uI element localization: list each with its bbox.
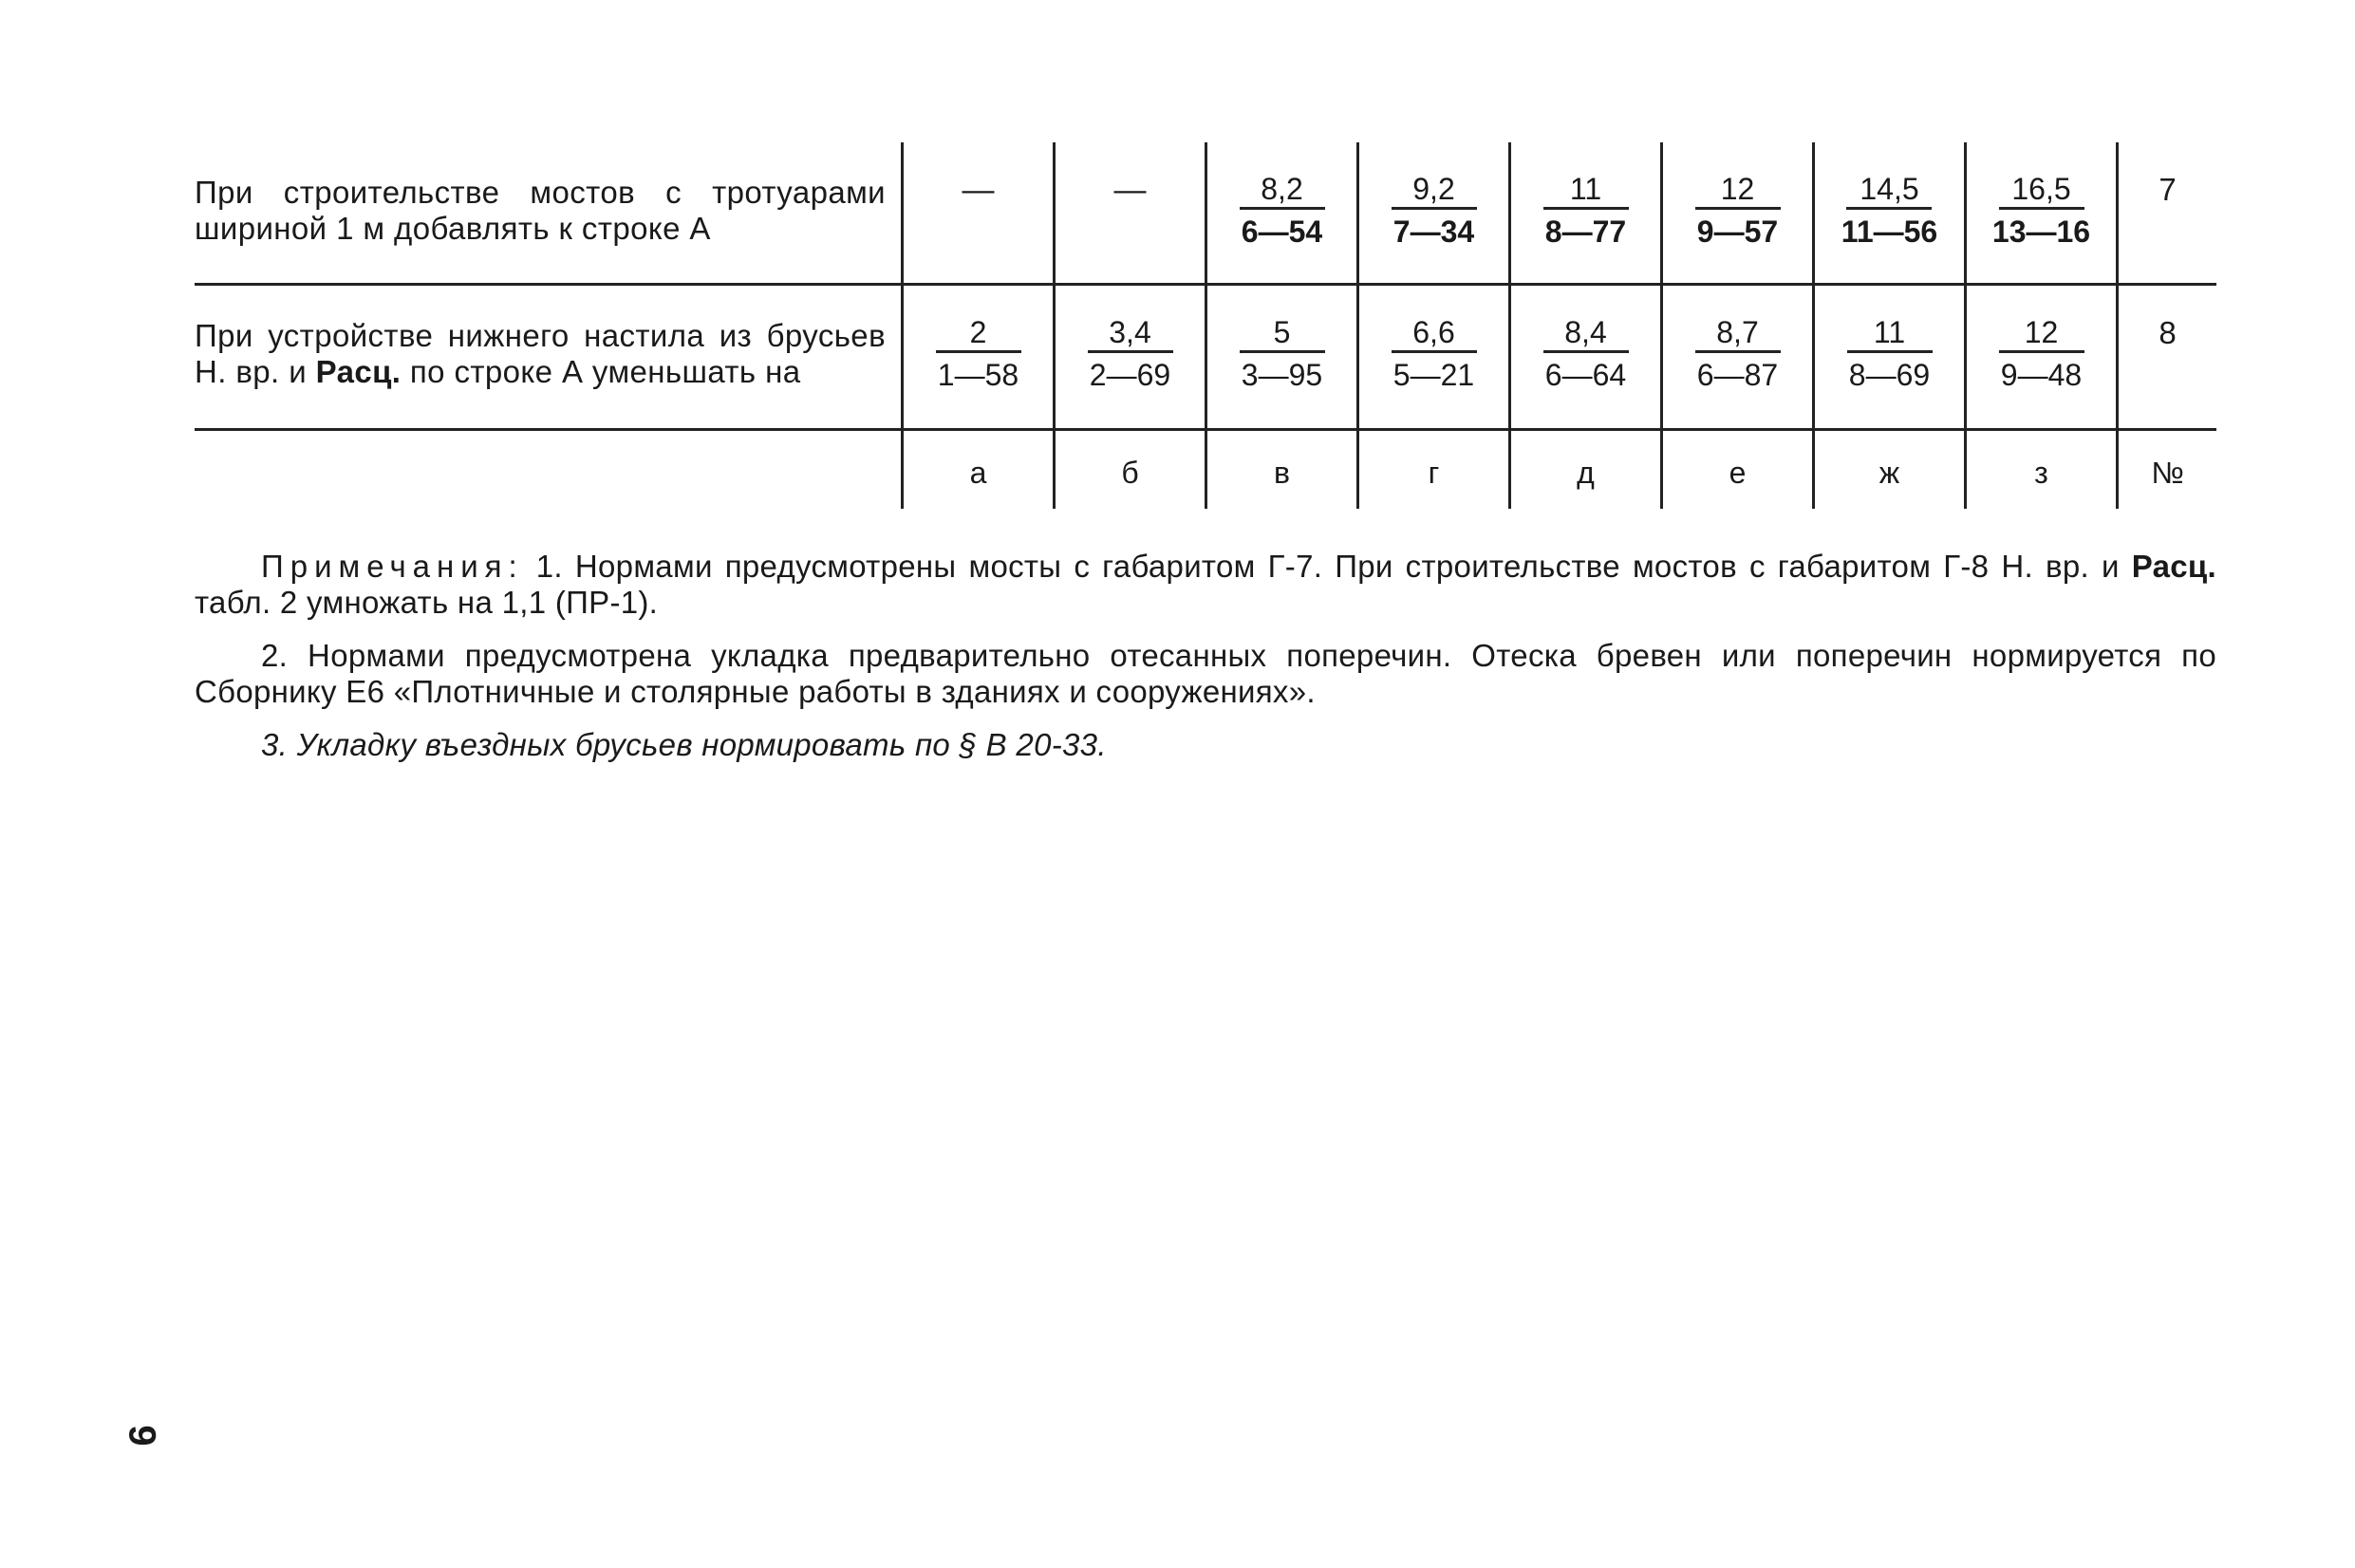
- row-number-cell: [2116, 142, 2216, 283]
- row-label-text: При строительстве мостов с тротуарами шириной 1 м добавлять к строке А: [195, 175, 886, 246]
- column-key-cell: [1053, 431, 1205, 509]
- row-number: 8: [2159, 315, 2177, 350]
- rate: 11—56: [1841, 215, 1938, 249]
- rate: 13—16: [1991, 215, 2091, 249]
- norm-time: 5: [1240, 316, 1325, 353]
- column-key: б: [1121, 456, 1139, 490]
- row-number: 7: [2159, 172, 2177, 207]
- fraction: [1695, 173, 1781, 248]
- column-key: з: [2034, 456, 2048, 490]
- norm-time: 11: [1847, 316, 1933, 353]
- table-row: [195, 286, 2216, 431]
- fraction: [1999, 316, 2084, 391]
- note-1-bold: Расц.: [2131, 549, 2216, 584]
- number-header-cell: [2116, 431, 2216, 509]
- rate: 6—87: [1696, 358, 1779, 392]
- table-row: [195, 142, 2216, 286]
- row-label: [195, 286, 901, 428]
- column-key-cell: [1356, 431, 1508, 509]
- table-cell: [1053, 142, 1205, 283]
- column-key: г: [1428, 456, 1440, 490]
- norm-time: 6,6: [1392, 316, 1477, 353]
- notes-section: [195, 549, 2216, 780]
- note-1-text-end: табл. 2 умножать на 1,1 (ПР-1).: [195, 585, 659, 620]
- norm-time: 3,4: [1088, 316, 1173, 353]
- rate: 9—48: [2000, 358, 2083, 392]
- fraction: [1543, 316, 1629, 391]
- rate: 2—69: [1089, 358, 1171, 392]
- column-key-cell: [1964, 431, 2116, 509]
- norm-time: 8,2: [1240, 173, 1325, 210]
- row-label-text-end: по строке А уменьшать на: [401, 354, 801, 389]
- norm-time: 9,2: [1392, 173, 1477, 210]
- column-key: ж: [1878, 456, 1900, 490]
- fraction: [1695, 316, 1781, 391]
- fraction: [1543, 173, 1629, 248]
- table-cell: [1660, 142, 1812, 283]
- fraction: [1841, 173, 1937, 248]
- table-cell: [1812, 142, 1964, 283]
- column-key-cell: [1812, 431, 1964, 509]
- fraction: [1392, 316, 1477, 391]
- fraction: [1392, 173, 1477, 248]
- table-cell: [1508, 142, 1660, 283]
- column-key-cell: [1205, 431, 1356, 509]
- norm-time: 8,4: [1543, 316, 1629, 353]
- rate: 8—69: [1848, 358, 1931, 392]
- table-cell: [1964, 142, 2116, 283]
- fraction: [1847, 316, 1933, 391]
- norm-time: 16,5: [1999, 173, 2084, 210]
- number-header: №: [2151, 456, 2184, 490]
- note-1-text: 1. Нормами предусмотрены мосты с габаритом Г-7. При строительстве мостов с габаритом Г-8 Н. вр. и: [523, 549, 2132, 584]
- column-key: е: [1729, 456, 1747, 490]
- norm-time: 12: [1695, 173, 1781, 210]
- table-cell: [901, 142, 1053, 283]
- fraction: [1240, 316, 1325, 391]
- rate: 9—57: [1696, 215, 1779, 249]
- dash-value: —: [962, 172, 995, 208]
- fraction: [936, 316, 1021, 391]
- norms-table: [195, 142, 2216, 509]
- rate: 7—34: [1392, 215, 1475, 249]
- norm-time: 11: [1543, 173, 1629, 210]
- column-key-cell: [1508, 431, 1660, 509]
- table-cell: [1964, 286, 2116, 428]
- table-cell: [901, 286, 1053, 428]
- table-cell: [1660, 286, 1812, 428]
- row-number-cell: [2116, 286, 2216, 428]
- table-cell: [1205, 142, 1356, 283]
- column-key: а: [969, 456, 987, 490]
- rate: 3—95: [1241, 358, 1323, 392]
- norm-time: 2: [936, 316, 1021, 353]
- norm-time: 14,5: [1846, 173, 1932, 210]
- note-2: 2. Нормами предусмотрена укладка предварительно отесанных поперечин. Отеска бревен или поперечин нормируется по Сборнику Е6 «Плотничные и столярные работы в зданиях и сооружениях».: [195, 638, 2216, 709]
- page-number: 9: [121, 1425, 163, 1447]
- table-cell: [1812, 286, 1964, 428]
- rate: 1—58: [937, 358, 1019, 392]
- table-cell: [1205, 286, 1356, 428]
- column-key: д: [1577, 456, 1595, 490]
- column-key: в: [1274, 456, 1290, 490]
- rate: 5—21: [1392, 358, 1475, 392]
- table-cell: [1356, 142, 1508, 283]
- table-cell: [1053, 286, 1205, 428]
- empty-label: [195, 431, 901, 509]
- row-label-bold: Расц.: [315, 354, 402, 389]
- dash-value: —: [1113, 172, 1147, 208]
- fraction: [1088, 316, 1173, 391]
- note-1: [195, 549, 2216, 621]
- fraction: [1240, 173, 1325, 248]
- rate: 8—77: [1544, 215, 1627, 249]
- row-label-text: При устройстве нижнего настила из брусьев Н. вр. и: [195, 318, 886, 389]
- row-label: [195, 142, 901, 283]
- notes-heading: Примечания:: [261, 549, 524, 584]
- column-key-cell: [1660, 431, 1812, 509]
- rate: 6—64: [1544, 358, 1627, 392]
- column-key-row: [195, 431, 2216, 509]
- table-cell: [1508, 286, 1660, 428]
- column-key-cell: [901, 431, 1053, 509]
- fraction: [1992, 173, 2090, 248]
- note-3: 3. Укладку въездных брусьев нормировать по § В 20-33.: [261, 727, 1107, 762]
- rate: 6—54: [1241, 215, 1323, 249]
- table-cell: [1356, 286, 1508, 428]
- norm-time: 8,7: [1695, 316, 1781, 353]
- norm-time: 12: [1999, 316, 2084, 353]
